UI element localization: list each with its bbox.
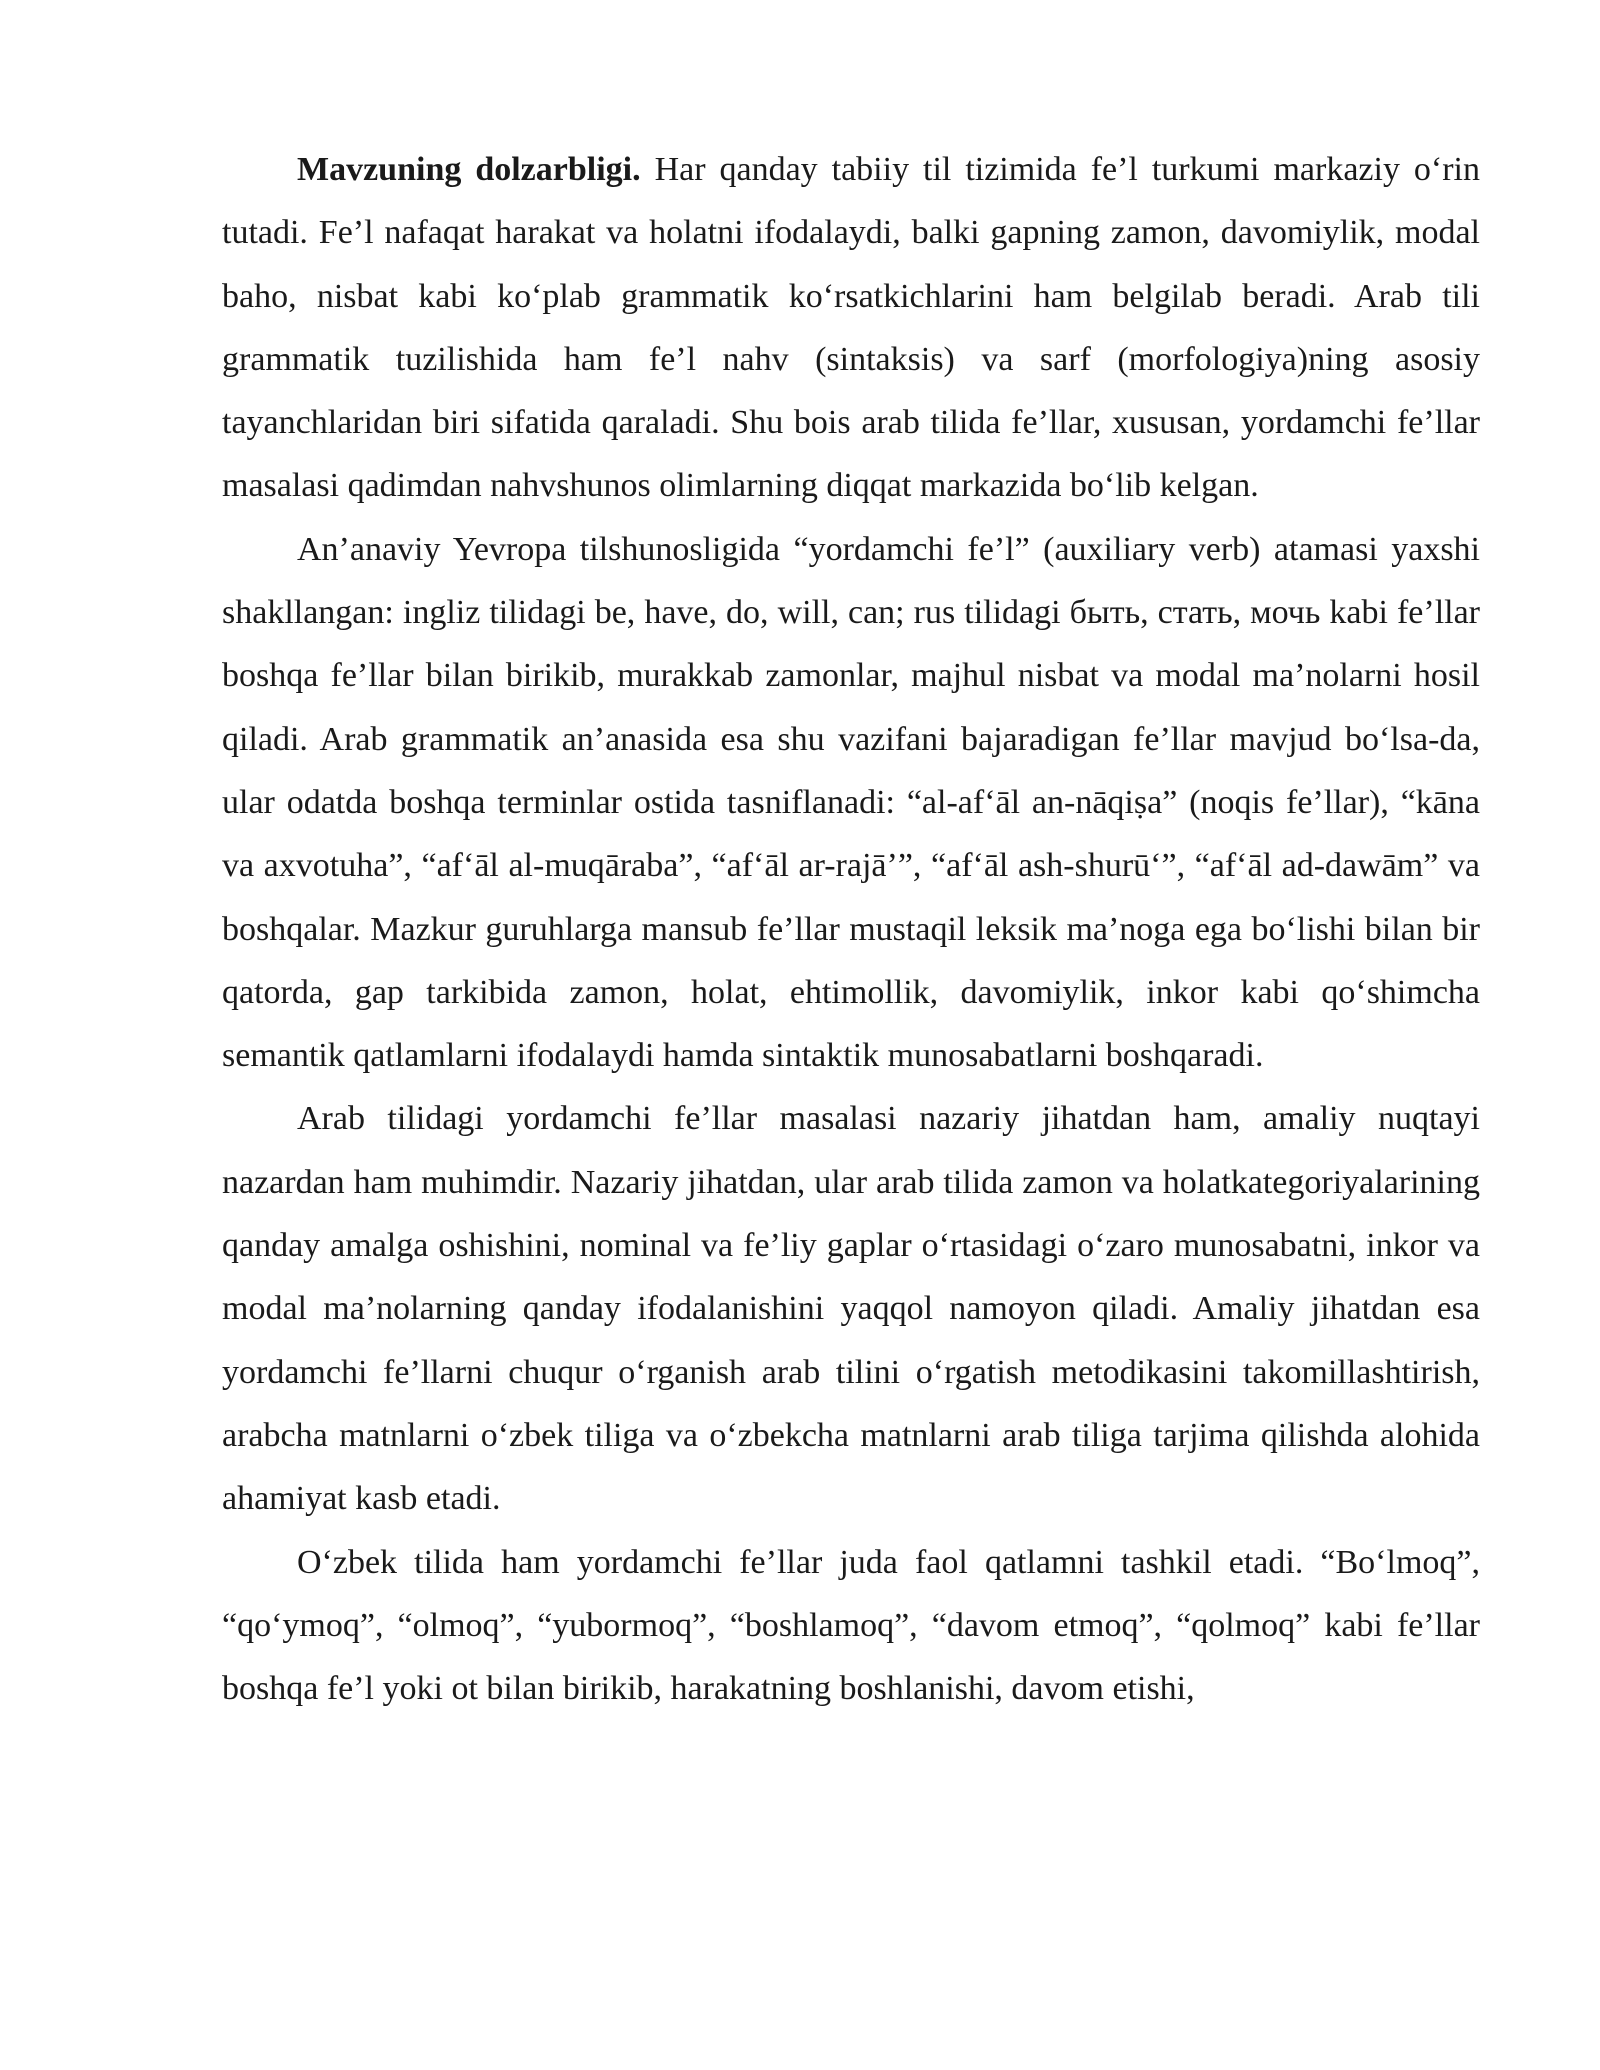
paragraph-text: Arab tilidagi yordamchi fe’llar masalasi nazariy jihatdan ham, amaliy nuqtayi nazardan ham muhimdir. Nazariy jihatdan, ular arab tilida zamon va holatkategoriyalarining qanday amalga oshishini, nominal va fe’liy gaplar o‘rtasidagi o‘zaro munosabatni, inkor va modal ma’nolarning qanday ifodalanishini yaqqol namoyon qiladi. Amaliy jihatdan esa yordamchi fe’llarni chuqur o‘rganish arab tilini o‘rgatish metodikasini takomillashtirish, arabcha matnlarni o‘zbek tiliga va o‘zbekcha matnlarni arab tiliga tarjima qilishda alohida ahamiyat kasb etadi.: [222, 1100, 1480, 1518]
paragraph-text: O‘zbek tilida ham yordamchi fe’llar juda faol qatlamni tashkil etadi. “Bo‘lmoq”, “qo‘ymoq”, “olmoq”, “yubormoq”, “boshlamoq”, “davom etmoq”, “qolmoq” kabi fe’llar boshqa fe’l yoki ot bilan birikib, harakatning boshlanishi, davom etishi,: [222, 1543, 1480, 1708]
paragraph-uzbek-auxiliary: [222, 1531, 1480, 1721]
paragraph-text: An’anaviy Yevropa tilshunosligida “yordamchi fe’l” (auxiliary verb) atamasi yaxshi shakllangan: ingliz tilidagi be, have, do, will, can; rus tilidagi быть, стать, мочь kabi fe’llar boshqa fe’llar bilan birikib, murakkab zamonlar, majhul nisbat va modal ma’nolarni hosil qiladi. Arab grammatik an’anasida esa shu vazifani bajaradigan fe’llar mavjud bo‘lsa-da, ular odatda boshqa terminlar ostida tasniflanadi: “al-af‘āl an-nāqiṣa” (noqis fe’llar), “kāna va axvotuha”, “af‘āl al-muqāraba”, “af‘āl ar-rajā’”, “af‘āl ash-shurū‘”, “af‘āl ad-dawām” va boshqalar. Mazkur guruhlarga mansub fe’llar mustaqil leksik ma’noga ega bo‘lishi bilan bir qatorda, gap tarkibida zamon, holat, ehtimollik, davomiylik, inkor kabi qo‘shimcha semantik qatlamlarni ifodalaydi hamda sintaktik munosabatlarni boshqaradi.: [222, 530, 1480, 1075]
paragraph-european-tradition: [222, 518, 1480, 1088]
paragraph-text: Har qanday tabiiy til tizimida fe’l turkumi markaziy o‘rin tutadi. Fe’l nafaqat harakat va holatni ifodalaydi, balki gapning zamon, davomiylik, modal baho, nisbat kabi ko‘plab grammatik ko‘rsatkichlarini ham belgilab beradi. Arab tili grammatik tuzilishida ham fe’l nahv (sintaksis) va sarf (morfologiya)ning asosiy tayanchlaridan biri sifatida qaraladi. Shu bois arab tilida fe’llar, xususan, yordamchi fe’llar masalasi qadimdan nahvshunos olimlarning diqqat markazida bo‘lib kelgan.: [222, 151, 1480, 505]
text-body: [222, 138, 1480, 1720]
section-heading: Mavzuning dolzarbligi.: [297, 151, 641, 188]
paragraph-importance: [222, 1087, 1480, 1530]
paragraph-relevance: [222, 138, 1480, 518]
